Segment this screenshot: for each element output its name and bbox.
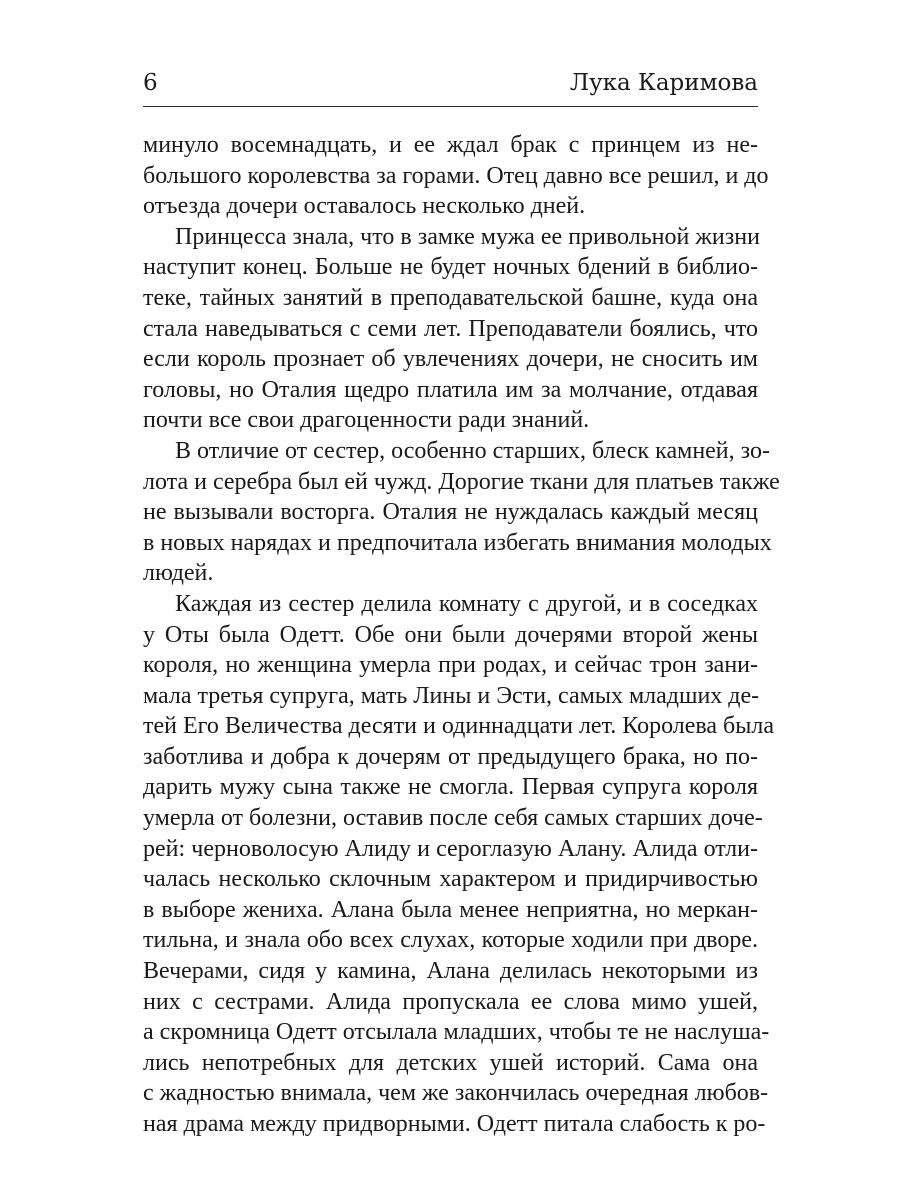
paragraph xyxy=(143,589,775,1140)
text-line: большого королевства за горами. Отец давно все решил, и до xyxy=(143,162,769,189)
text-line: Каждая из сестер делила комнату с другой, и в соседках xyxy=(175,590,758,617)
text-line: заботлива и добра к дочерям от предыдущего брака, но по- xyxy=(143,743,758,770)
text-line: людей. xyxy=(143,560,214,587)
text-line: рей: черноволосую Алиду и сероглазую Алану. Алида отли- xyxy=(143,835,758,862)
running-head xyxy=(143,66,758,107)
text-line: в выборе жениха. Алана была менее неприятна, но меркан- xyxy=(143,896,758,923)
text-line: теке, тайных занятий в преподавательской башне, куда она xyxy=(143,284,758,311)
text-line: головы, но Оталия щедро платила им за молчание, отдавая xyxy=(143,376,758,403)
paragraph xyxy=(143,222,758,436)
text-line: наступит конец. Больше не будет ночных бдений в библио- xyxy=(143,254,758,281)
text-line: короля, но женщина умерла при родах, и сейчас трон зани- xyxy=(143,652,758,679)
body-text xyxy=(143,130,780,1140)
text-line: Вечерами, сидя у камина, Алана делилась некоторыми из xyxy=(143,958,758,985)
book-author: Лука Каримова xyxy=(569,70,758,96)
text-line: мала третья супруга, мать Лины и Эсти, самых младших де- xyxy=(143,682,760,709)
text-line: отъезда дочери оставалось несколько дней. xyxy=(143,193,586,220)
text-line: в новых нарядах и предпочитала избегать внимания молодых xyxy=(143,529,772,556)
text-line: не вызывали восторга. Оталия не нуждалась каждый месяц xyxy=(143,499,758,526)
page-number: 6 xyxy=(143,70,158,96)
paragraph xyxy=(143,130,769,222)
text-line: почти все свои драгоценности ради знаний. xyxy=(143,407,590,434)
text-line: В отличие от сестер, особенно старших, блеск камней, зо- xyxy=(175,437,770,464)
text-line: чалась несколько склочным характером и придирчивостью xyxy=(143,866,758,893)
text-line: стала наведываться с семи лет. Преподаватели боялись, что xyxy=(143,315,758,342)
text-line: дарить мужу сына также не смогла. Первая супруга короля xyxy=(143,774,758,801)
text-line: тей Его Величества десяти и одиннадцати лет. Королева была xyxy=(143,713,775,740)
text-line: минуло восемнадцать, и ее ждал брак с принцем из не- xyxy=(143,132,758,158)
text-line: у Оты была Одетт. Обе они были дочерями второй жены xyxy=(143,621,758,648)
paragraph xyxy=(143,436,780,589)
text-line: лота и серебра был ей чужд. Дорогие ткани для платьев также xyxy=(143,468,780,495)
text-line: ная драма между придворными. Одетт питала слабость к ро- xyxy=(143,1111,766,1137)
text-line: с жадностью внимала, чем же закончилась очередная любов- xyxy=(143,1080,769,1107)
text-line: умерла от болезни, оставив после себя самых старших доче- xyxy=(143,805,763,832)
text-line: Принцесса знала, что в замке мужа ее привольной жизни xyxy=(175,223,760,250)
text-line: а скромница Одетт отсылала младших, чтобы те не наслуша- xyxy=(143,1019,770,1046)
text-line: них с сестрами. Алида пропускала ее слова мимо ушей, xyxy=(143,988,758,1015)
text-line: если король прознает об увлечениях дочери, не сносить им xyxy=(143,346,758,373)
text-line: лись непотребных для детских ушей историй. Сама она xyxy=(143,1049,758,1076)
text-line: тильна, и знала обо всех слухах, которые ходили при дворе. xyxy=(143,927,758,954)
